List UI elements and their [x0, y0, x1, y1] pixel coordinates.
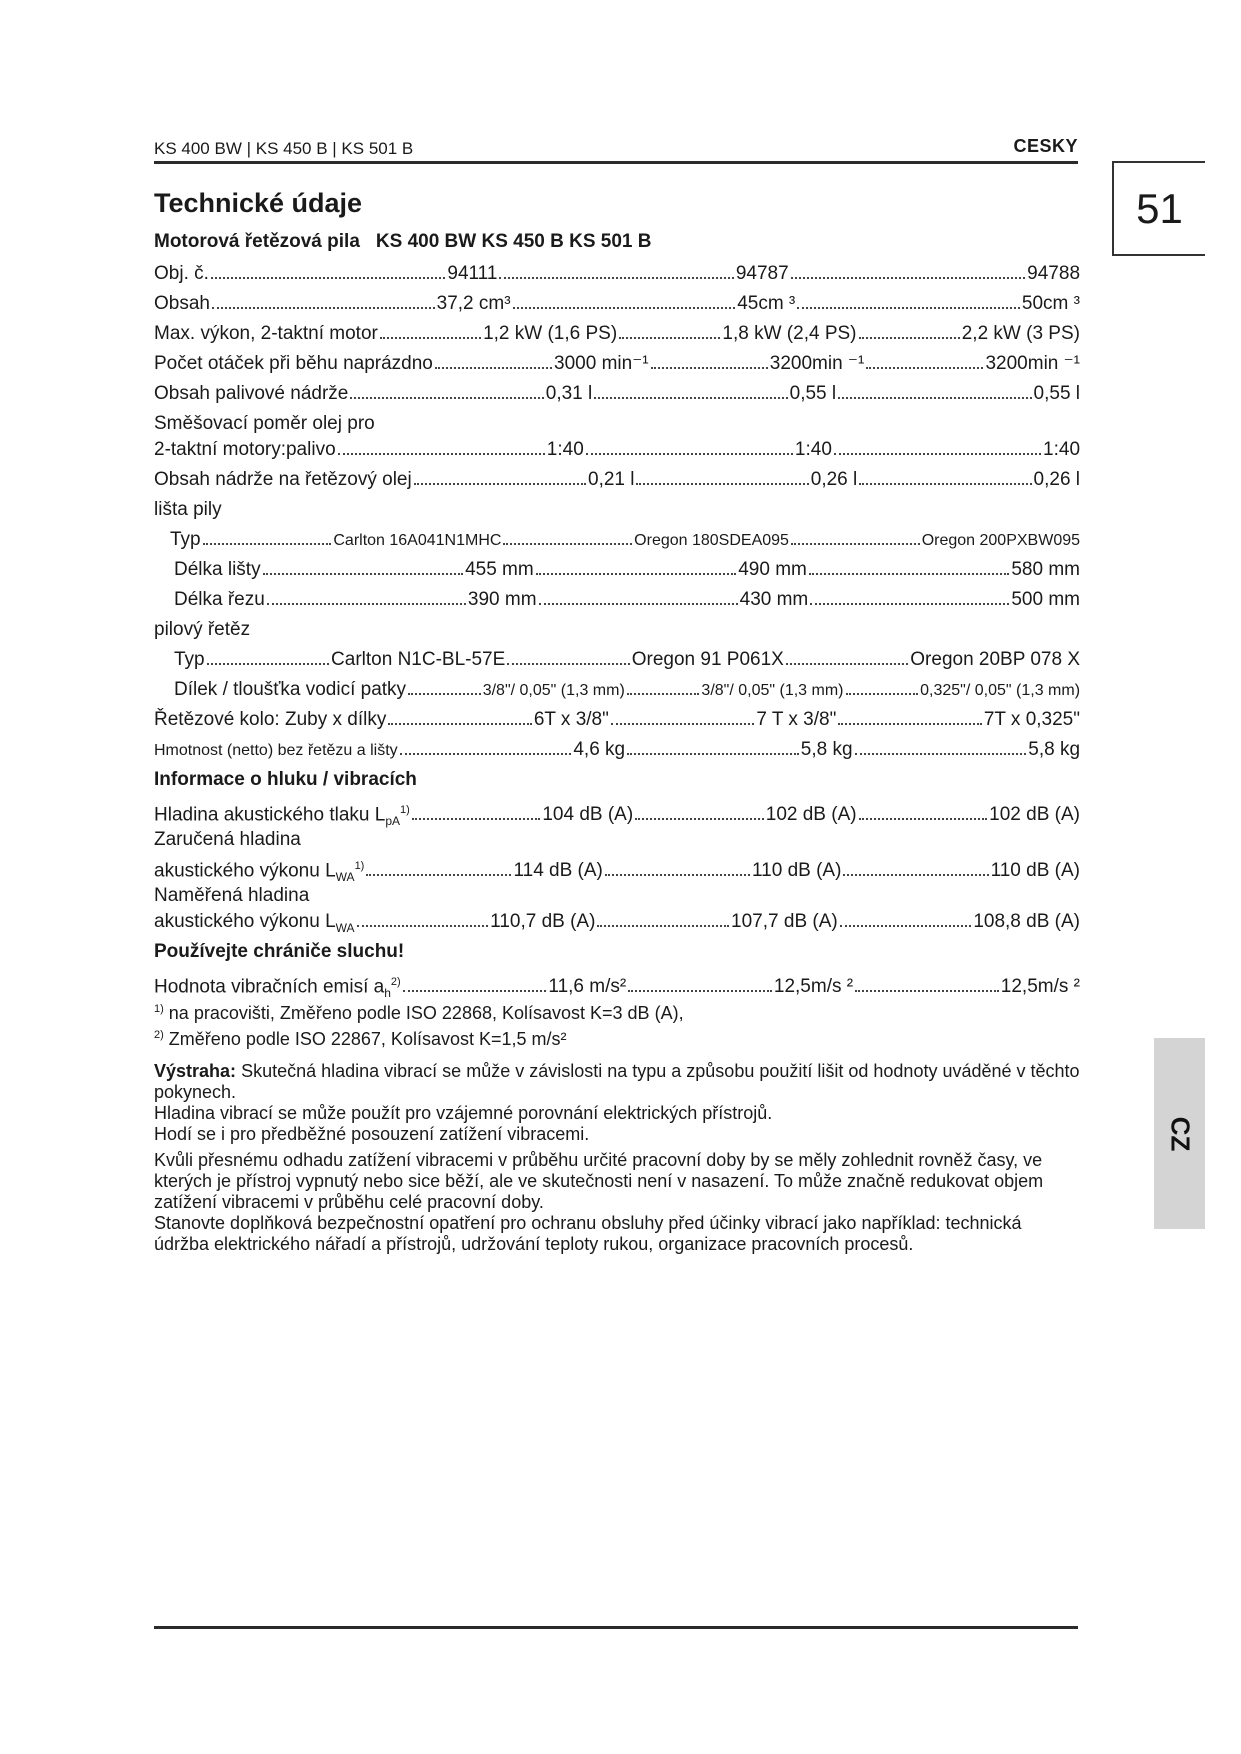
spec-value-3: 7T x 0,325"	[983, 709, 1080, 730]
spec-value-3: 102 dB (A)	[989, 804, 1080, 826]
spec-label-text: akustického výkonu L	[154, 860, 336, 882]
dot-leader	[366, 874, 511, 876]
spec-value-2: 490 mm	[738, 559, 807, 580]
language-tab	[1154, 1038, 1205, 1229]
spec-value-2: 7 T x 3/8"	[756, 709, 837, 730]
spec-row-chain-oil-tank	[154, 465, 1080, 495]
dot-leader	[507, 663, 629, 665]
dot-leader	[651, 367, 768, 369]
hearing-protection-notice: Používejte chrániče sluchu!	[154, 941, 405, 962]
spec-value-2: 3/8"/ 0,05" (1,3 mm)	[701, 682, 844, 699]
dot-leader	[619, 337, 720, 339]
spec-label: Délka lišty	[174, 559, 261, 580]
spec-value-3: 0,26 l	[1033, 469, 1081, 490]
spec-row-fuel-tank	[154, 379, 1080, 409]
spec-value-1: 6T x 3/8"	[533, 709, 609, 730]
footnote-1	[154, 998, 684, 1024]
footnote-2	[154, 1024, 684, 1050]
spec-value-3: 0,325"/ 0,05" (1,3 mm)	[920, 682, 1081, 699]
dot-leader	[499, 277, 733, 279]
spec-value-1: 94111	[447, 263, 498, 284]
subtitle	[154, 231, 652, 253]
spec-row-bar-length	[154, 555, 1080, 585]
subtitle-models: KS 400 BW KS 450 B KS 501 B	[375, 231, 652, 252]
dot-leader	[859, 818, 988, 820]
dot-leader	[797, 307, 1020, 309]
dot-leader	[791, 277, 1025, 279]
spec-label: Obsah palivové nádrže	[154, 383, 349, 404]
measured-power-line1: Naměřená hladina	[154, 885, 310, 906]
dot-leader	[414, 483, 586, 485]
spec-row-sound-pressure	[154, 795, 1080, 829]
spec-label: Obsah nádrže na řetězový olej	[154, 469, 412, 490]
dot-leader	[866, 367, 983, 369]
spec-label: Obj. č.	[154, 263, 209, 284]
warning-text: Kvůli přesnému odhadu zatížení vibracemi v průběhu určité pracovní doby by se měly zohlednit rovněž časy, ve kterých je přístroj vypnutý nebo sice běží, ale ve skutečnosti není v nasazení. To může značně redukovat objem zatížení vibracemi v průběhu celé pracovní doby.	[154, 1150, 1044, 1212]
spec-label: Počet otáček při běhu naprázdno	[154, 353, 433, 374]
spec-row-idle-speed	[154, 349, 1080, 379]
spec-label-sup: 2)	[390, 976, 401, 988]
spec-value-2: 102 dB (A)	[765, 804, 857, 826]
spec-value-3: 12,5m/s ²	[1000, 976, 1080, 998]
spec-row-order-no	[154, 259, 1080, 289]
dot-leader	[338, 453, 545, 455]
spec-value-2: 0,26 l	[810, 469, 858, 490]
dot-leader	[855, 753, 1027, 755]
dot-leader	[403, 990, 547, 992]
spec-value-3: 5,8 kg	[1028, 739, 1081, 760]
dot-leader	[627, 693, 700, 695]
footer-rule	[154, 1626, 1078, 1629]
spec-value-1: 37,2 cm³	[436, 293, 511, 314]
dot-leader	[388, 723, 531, 725]
spec-label-sub: pA	[385, 814, 400, 829]
footnote-mark: 1)	[154, 1003, 164, 1015]
dot-leader	[539, 603, 738, 605]
spec-label-text: akustického výkonu L	[154, 911, 336, 932]
spec-value-2: 110 dB (A)	[752, 860, 842, 882]
dot-leader	[350, 397, 543, 399]
dot-leader	[513, 307, 736, 309]
dot-leader	[627, 753, 799, 755]
dot-leader	[810, 603, 1009, 605]
spec-label-sub: WA	[335, 920, 355, 935]
spec-value-1: Carlton 16A041N1MHC	[333, 532, 502, 549]
header-language: CESKY	[1013, 136, 1078, 156]
spec-label: Řetězové kolo: Zuby x dílky	[154, 709, 387, 730]
warning-text: Skutečná hladina vibrací se může v závislosti na typu a způsobu použití lišit od hodnoty uváděné v těchto pokynech.	[154, 1061, 1080, 1102]
footnote-text: na pracovišti, Změřeno podle ISO 22868, Kolísavost K=3 dB (A),	[168, 1003, 684, 1023]
spec-value-1: 0,21 l	[588, 469, 635, 490]
dot-leader	[605, 874, 750, 876]
spec-value-3: 3200min ⁻¹	[985, 353, 1081, 374]
spec-value-1: 3/8"/ 0,05" (1,3 mm)	[482, 682, 625, 699]
spec-value-2: 1,8 kW (2,4 PS)	[722, 323, 857, 344]
spec-value-1: 390 mm	[467, 589, 537, 610]
spec-value-2: 94787	[735, 263, 789, 284]
spec-value-1: 0,31 l	[545, 383, 593, 404]
spec-label-sub: WA	[335, 870, 355, 885]
dot-leader	[843, 874, 988, 876]
spec-row-bar-type	[154, 525, 1080, 555]
spec-value-2: 12,5m/s ²	[773, 976, 854, 998]
spec-row-mix-ratio	[154, 435, 1080, 465]
spec-label: Typ	[170, 529, 201, 550]
spec-label-text: Hodnota vibračních emisí a	[154, 976, 385, 998]
spec-label: Délka řezu	[174, 589, 265, 610]
dot-leader	[834, 453, 1041, 455]
spec-value-1: 1:40	[546, 439, 584, 460]
spec-value-2: 0,55 l	[789, 383, 837, 404]
footnote-mark: 2)	[154, 1029, 164, 1041]
dot-leader	[357, 925, 489, 927]
dot-leader	[846, 693, 919, 695]
spec-row-chain-type	[154, 645, 1080, 675]
spec-value-3: 94788	[1027, 263, 1081, 284]
spec-label-mix-line1: Směšovací poměr olej pro	[154, 413, 375, 434]
warning-block	[154, 1061, 1080, 1260]
page-title: Technické údaje	[154, 188, 363, 218]
spec-row-weight	[154, 735, 1080, 765]
spec-value-2: Oregon 180SDEA095	[634, 532, 789, 549]
dot-leader	[859, 483, 1031, 485]
dot-leader	[203, 543, 332, 545]
dot-leader	[380, 337, 481, 339]
noise-heading: Informace o hluku / vibracích	[154, 769, 417, 790]
dot-leader	[503, 543, 632, 545]
spec-label-sup: 1)	[400, 804, 410, 816]
chain-heading: pilový řetěz	[154, 619, 251, 640]
bar-heading: lišta pily	[154, 499, 222, 520]
subtitle-product: Motorová řetězová pila	[154, 231, 360, 252]
dot-leader	[635, 818, 764, 820]
page-number: 51	[1112, 161, 1205, 256]
spec-row-cut-length	[154, 585, 1080, 615]
warning-paragraph-2	[154, 1150, 1080, 1255]
spec-value-3: 2,2 kW (3 PS)	[961, 323, 1080, 344]
dot-leader	[859, 337, 960, 339]
dot-leader	[597, 925, 729, 927]
spec-row-max-power	[154, 319, 1080, 349]
spec-value-3: Oregon 200PXBW095	[921, 532, 1081, 549]
spec-value-1: 455 mm	[465, 559, 534, 580]
dot-leader	[786, 663, 908, 665]
spec-value-1: 114 dB (A)	[513, 860, 603, 882]
spec-value-1: 11,6 m/s²	[548, 976, 627, 998]
footnote-text: Změřeno podle ISO 22867, Kolísavost K=1,5 m/s²	[168, 1029, 567, 1049]
spec-value-3: 1:40	[1043, 439, 1081, 460]
dot-leader	[628, 990, 772, 992]
spec-value-1: 1,2 kW (1,6 PS)	[483, 323, 618, 344]
dot-leader	[408, 693, 481, 695]
spec-value-1: 3000 min⁻¹	[554, 353, 649, 374]
dot-leader	[855, 990, 999, 992]
spec-row-guaranteed-power	[154, 851, 1080, 885]
spec-table	[154, 259, 1081, 1001]
spec-label-sup: 1)	[354, 860, 365, 872]
spec-value-3: 50cm ³	[1021, 293, 1080, 314]
dot-leader	[611, 723, 754, 725]
spec-value-2: 5,8 kg	[800, 739, 853, 760]
spec-value-3: 0,55 l	[1033, 383, 1081, 404]
dot-leader	[207, 663, 329, 665]
spec-value-3: 108,8 dB (A)	[973, 911, 1080, 932]
spec-label: Max. výkon, 2-taktní motor	[154, 323, 378, 344]
spec-value-2: 107,7 dB (A)	[731, 911, 838, 932]
dot-leader	[400, 753, 572, 755]
dot-leader	[435, 367, 552, 369]
spec-value-2: 1:40	[794, 439, 832, 460]
dot-leader	[212, 307, 435, 309]
header-models: KS 400 BW | KS 450 B | KS 501 B	[154, 139, 414, 158]
spec-value-1: 110,7 dB (A)	[490, 911, 596, 932]
spec-row-measured-power	[154, 907, 1080, 937]
spec-value-1: 104 dB (A)	[542, 804, 634, 826]
header-rule	[154, 161, 1078, 164]
spec-row-pitch-gauge	[154, 675, 1080, 705]
spec-row-sprocket	[154, 705, 1080, 735]
spec-value-1: Carlton N1C-BL-57E	[331, 649, 506, 670]
dot-leader	[412, 818, 541, 820]
dot-leader	[263, 573, 464, 575]
spec-value-3: Oregon 20BP 078 X	[910, 649, 1080, 670]
spec-row-displacement	[154, 289, 1080, 319]
spec-value-2: 45cm ³	[737, 293, 796, 314]
warning-text: Hladina vibrací se může použít pro vzájemné porovnání elektrických přístrojů.	[154, 1103, 773, 1123]
dot-leader	[536, 573, 737, 575]
spec-label: Obsah	[154, 293, 210, 314]
spec-label: Dílek / tloušťka vodicí patky	[174, 679, 407, 700]
spec-value-2: Oregon 91 P061X	[631, 649, 784, 670]
dot-leader	[267, 603, 466, 605]
dot-leader	[791, 543, 920, 545]
spec-label-sub: h	[384, 986, 391, 1001]
warning-label: Výstraha:	[154, 1061, 237, 1081]
dot-leader	[636, 483, 808, 485]
dot-leader	[838, 397, 1031, 399]
warning-text: Stanovte doplňková bezpečnostní opatření pro ochranu obsluhy před účinky vibrací jako například: technická údržba elektrického nářadí a přístrojů, udržování teploty rukou, organizace pracovních procesů.	[154, 1213, 1022, 1254]
dot-leader	[211, 277, 445, 279]
spec-row-vibration	[154, 967, 1080, 1001]
dot-leader	[809, 573, 1010, 575]
spec-label: 2-taktní motory:palivo	[154, 439, 336, 460]
spec-value-1: 4,6 kg	[573, 739, 626, 760]
dot-leader	[838, 723, 981, 725]
warning-text: Hodí se i pro předběžné posouzení zatížení vibracemi.	[154, 1124, 590, 1144]
spec-value-2: 430 mm	[739, 589, 809, 610]
footnotes	[154, 998, 684, 1050]
dot-leader	[594, 397, 787, 399]
spec-label: Hmotnost (netto) bez řetězu a lišty	[154, 742, 398, 759]
spec-value-3: 500 mm	[1011, 589, 1080, 610]
spec-label-text: Hladina akustického tlaku L	[154, 804, 386, 826]
spec-value-3: 110 dB (A)	[990, 860, 1080, 882]
guaranteed-power-line1: Zaručená hladina	[154, 829, 301, 850]
warning-paragraph-1	[154, 1061, 1080, 1145]
spec-value-2: 3200min ⁻¹	[769, 353, 865, 374]
spec-value-3: 580 mm	[1011, 559, 1080, 580]
language-tab-label: CZ	[1165, 1116, 1195, 1151]
dot-leader	[840, 925, 972, 927]
dot-leader	[586, 453, 793, 455]
spec-label: Typ	[174, 649, 205, 670]
